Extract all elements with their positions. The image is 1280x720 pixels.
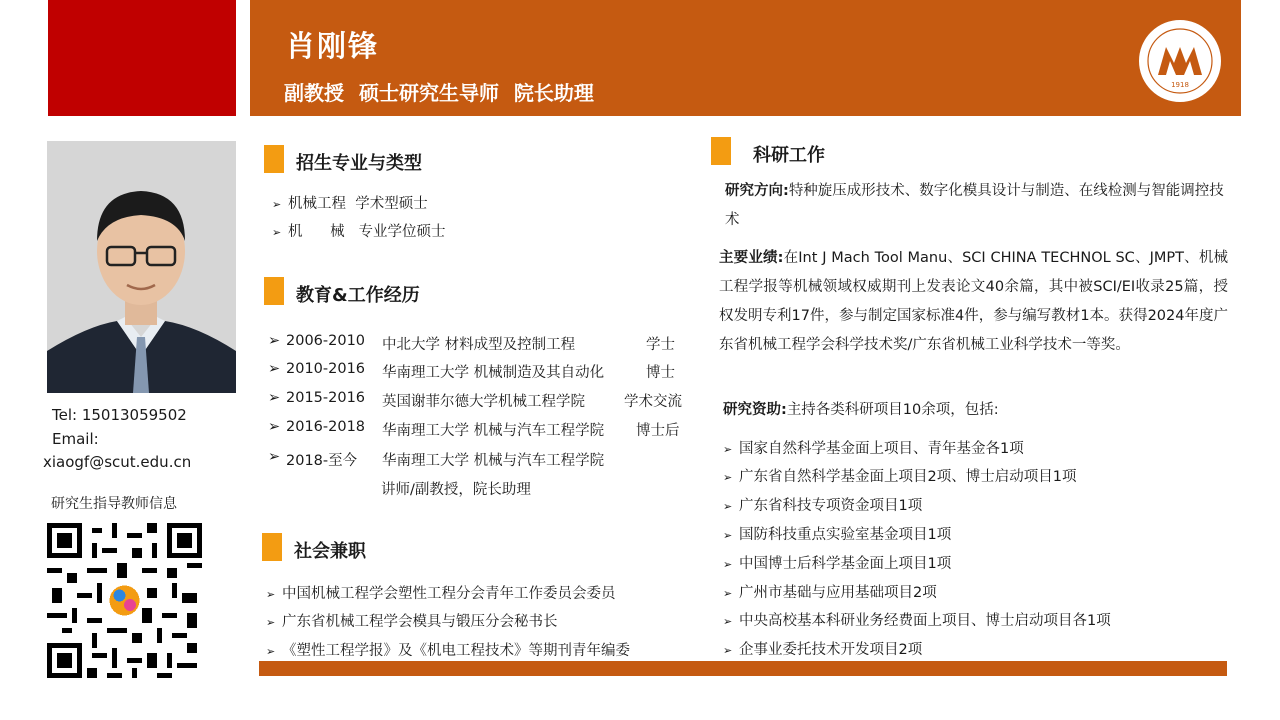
arrow-bullet-icon: ➢ xyxy=(272,198,282,211)
admissions-item: ➢ 机 械 专业学位硕士 xyxy=(272,224,446,240)
research-funding: 研究资助:主持各类科研项目10余项，包括: xyxy=(723,402,999,418)
funding-item: ➢ 广州市基础与应用基础项目2项 xyxy=(723,585,937,601)
contact-email-label: Email: xyxy=(52,430,99,448)
profile-photo xyxy=(47,141,236,393)
svg-text:1918: 1918 xyxy=(1171,81,1189,89)
social-item: ➢ 广东省机械工程学会模具与锻压分会秘书长 xyxy=(266,614,558,630)
arrow-bullet-icon: ➢ xyxy=(723,615,733,628)
arrow-bullet-icon: ➢ xyxy=(272,226,282,239)
funding-item: ➢ 中国博士后科学基金面上项目1项 xyxy=(723,556,952,572)
admissions-item: ➢ 机械工程 学术型硕士 xyxy=(272,196,428,212)
admissions-heading: 招生专业与类型 xyxy=(296,153,422,174)
arrow-bullet-icon: ➢ xyxy=(266,588,276,601)
education-row: ➢ 2018-至今 华南理工大学 机械与汽车工程学院 xyxy=(268,449,605,469)
qr-code-image xyxy=(47,523,202,678)
education-row-continuation: 讲师/副教授，院长助理 xyxy=(381,482,531,498)
funding-item: ➢ 企事业委托技术开发项目2项 xyxy=(723,642,923,658)
education-heading-bar xyxy=(264,277,284,305)
arrow-bullet-icon: ➢ xyxy=(723,644,733,657)
funding-item: ➢ 中央高校基本科研业务经费面上项目、博士启动项目各1项 xyxy=(723,613,1111,629)
arrow-bullet-icon: ➢ xyxy=(723,529,733,542)
education-row: ➢ 2015-2016 英国谢菲尔德大学机械工程学院 学术交流 xyxy=(268,390,682,410)
arrow-bullet-icon: ➢ xyxy=(268,361,281,377)
footer-bar xyxy=(259,661,1227,676)
header-red-block xyxy=(48,0,236,116)
social-heading: 社会兼职 xyxy=(294,541,366,562)
arrow-bullet-icon: ➢ xyxy=(266,616,276,629)
funding-item: ➢ 广东省自然科学基金面上项目2项、博士启动项目1项 xyxy=(723,469,1077,485)
research-direction-label: 研究方向: xyxy=(725,183,789,199)
arrow-bullet-icon: ➢ xyxy=(266,645,276,658)
social-item: ➢ 《塑性工程学报》及《机电工程技术》等期刊青年编委 xyxy=(266,643,630,659)
arrow-bullet-icon: ➢ xyxy=(723,587,733,600)
funding-item: ➢ 国家自然科学基金面上项目、青年基金各1项 xyxy=(723,441,1024,457)
arrow-bullet-icon: ➢ xyxy=(723,471,733,484)
arrow-bullet-icon: ➢ xyxy=(268,333,281,349)
person-name: 肖刚锋 xyxy=(286,29,380,63)
arrow-bullet-icon: ➢ xyxy=(723,443,733,456)
education-row: ➢ 2016-2018 华南理工大学 机械与汽车工程学院 博士后 xyxy=(268,419,680,439)
education-heading: 教育&工作经历 xyxy=(296,285,420,306)
social-item: ➢ 中国机械工程学会塑性工程分会青年工作委员会委员 xyxy=(266,586,616,602)
education-row: ➢ 2010-2016 华南理工大学 机械制造及其自动化 博士 xyxy=(268,361,675,381)
arrow-bullet-icon: ➢ xyxy=(268,390,281,406)
research-direction: 研究方向:特种旋压成形技术、数字化模具设计与制造、在线检测与智能调控技术 xyxy=(725,183,1224,228)
person-titles: 副教授 硕士研究生导师 院长助理 xyxy=(284,81,594,105)
research-heading: 科研工作 xyxy=(753,145,825,166)
arrow-bullet-icon: ➢ xyxy=(268,449,281,465)
university-seal-logo xyxy=(1136,17,1224,105)
social-heading-bar xyxy=(262,533,282,561)
funding-item: ➢ 国防科技重点实验室基金项目1项 xyxy=(723,527,952,543)
contact-tel: Tel: 15013059502 xyxy=(52,406,187,424)
research-funding-label: 研究资助: xyxy=(723,402,787,418)
funding-item: ➢ 广东省科技专项资金项目1项 xyxy=(723,498,923,514)
contact-email[interactable]: xiaogf@scut.edu.cn xyxy=(43,453,192,471)
research-heading-bar xyxy=(711,137,731,165)
education-row: ➢ 2006-2010 中北大学 材料成型及控制工程 学士 xyxy=(268,333,675,353)
research-achievements-label: 主要业绩: xyxy=(719,250,784,266)
arrow-bullet-icon: ➢ xyxy=(723,558,733,571)
research-achievements: 主要业绩:在Int J Mach Tool Manu、SCI CHINA TECHNOL SC、JMPT、机械工程学报等机械领域权威期刊上发表论文40余篇，其中被SCI/EI收录25篇，授权发明专利17件，参与制定国家标准4件，参与编写教材1本。获得2024年度广东省机械工程学会科学技术奖/广东省机械工业科学技术一等奖。 xyxy=(719,250,1228,353)
arrow-bullet-icon: ➢ xyxy=(723,500,733,513)
arrow-bullet-icon: ➢ xyxy=(268,419,281,435)
admissions-heading-bar xyxy=(264,145,284,173)
qr-caption: 研究生指导教师信息 xyxy=(51,496,177,512)
